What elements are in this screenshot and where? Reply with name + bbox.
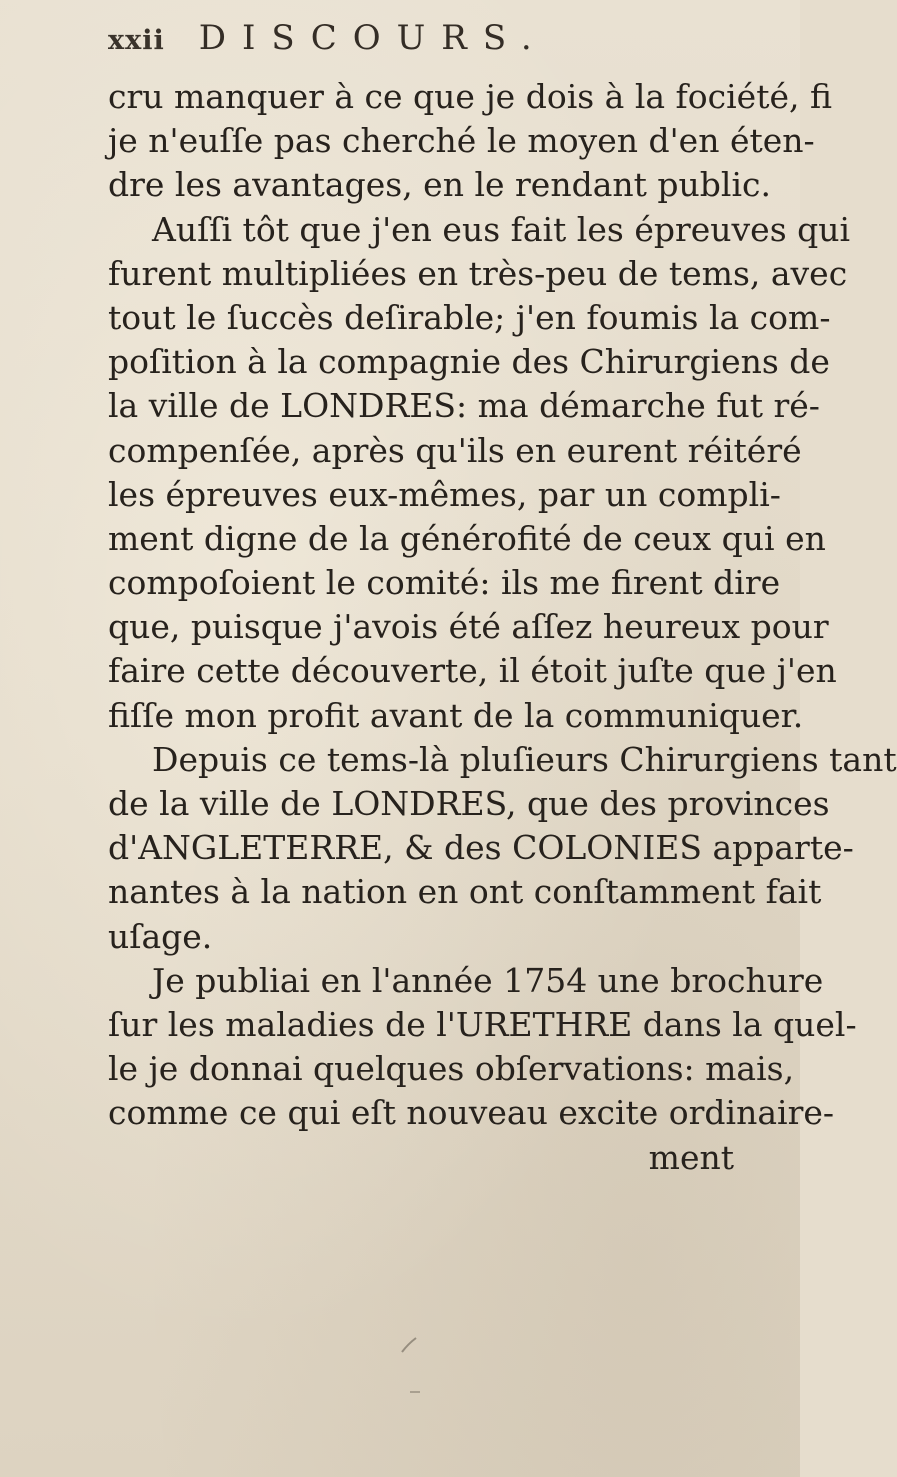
text-line: cru manquer à ce que je dois à la fociété, fi [108, 77, 832, 116]
text-line: tout le ſuccès deſirable; j'en foumis la com- [108, 297, 831, 337]
text-line: Depuis ce tems-là pluſieurs Chirurgiens tant [152, 739, 897, 779]
text-line: d'ANGLETERRE, & des COLONIES apparte- [108, 828, 854, 868]
text-line: les épreuves eux-mêmes, par un compli- [108, 474, 781, 514]
text-line: poſition à la compagnie des Chirurgiens de [108, 342, 830, 382]
text-line: compoſoient le comité: ils me firent dire [108, 563, 781, 603]
ink-mark [402, 1338, 416, 1352]
text-line: furent multipliées en très-peu de tems, avec [108, 253, 848, 293]
catchword: ment [648, 1137, 734, 1177]
text-line: faire cette découverte, il étoit juſte que j'en [108, 651, 837, 691]
page-number: xxii [108, 25, 165, 56]
text-line: Auſſi tôt que j'en eus fait les épreuves qui [152, 209, 851, 249]
page-header [108, 18, 548, 70]
text-line: que, puisque j'avois été aſſez heureux pour [108, 607, 829, 647]
text-line: ment digne de la générofité de ceux qui en [108, 518, 826, 558]
text-line: comme ce qui eſt nouveau excite ordinaire- [108, 1093, 835, 1133]
text-line: la ville de LONDRES: ma démarche fut ré- [108, 386, 820, 426]
body-text [108, 75, 897, 1180]
text-line: Je publiai en l'année 1754 une brochure [152, 960, 824, 1000]
text-line: dre les avantages, en le rendant public. [108, 165, 771, 205]
text-line: compenſée, après qu'ils en eurent réitéré [108, 430, 802, 470]
text-line: ſur les maladies de l'URETHRE dans la quel- [108, 1004, 857, 1044]
text-line: le je donnai quelques obſervations: mais, [108, 1049, 795, 1089]
text-line: je n'euſſe pas cherché le moyen d'en éten- [108, 121, 815, 161]
running-title: DISCOURS. [198, 18, 548, 58]
text-line: fiſſe mon profit avant de la communiquer. [108, 695, 804, 735]
text-line: uſage. [108, 916, 213, 956]
text-line: de la ville de LONDRES, que des provinces [108, 784, 830, 823]
text-line: nantes à la nation en ont conſtamment fait [108, 872, 822, 912]
